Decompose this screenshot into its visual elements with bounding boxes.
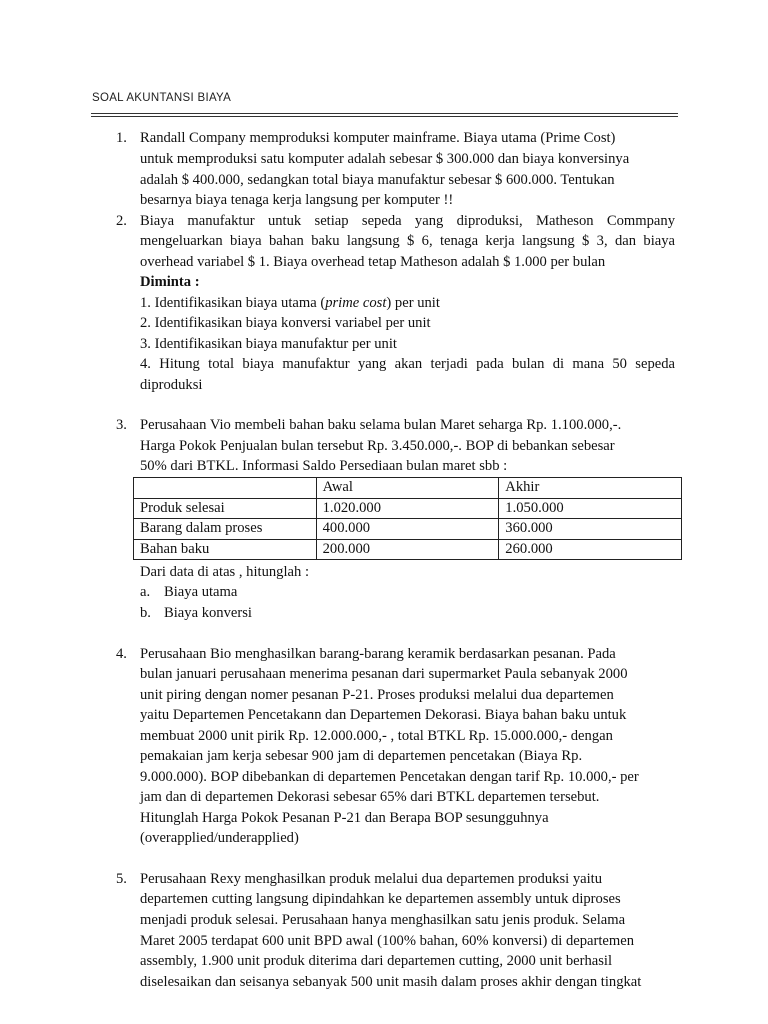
q5-line: assembly, 1.900 unit produk diterima dari departemen cutting, 2000 unit berhasil bbox=[140, 953, 613, 969]
q4-line: jam dan di departemen Dekorasi sebesar 65% dari BTKL departemen tersebut. bbox=[140, 789, 600, 805]
q3-sub-letter: a. bbox=[140, 584, 151, 600]
table-row bbox=[134, 519, 682, 540]
q3-line: Perusahaan Vio membeli bahan baku selama bulan Maret seharga Rp. 1.100.000,-. bbox=[140, 417, 622, 433]
q3-sub-text: Biaya utama bbox=[164, 584, 238, 600]
table-header-cell bbox=[134, 478, 317, 499]
q1-line: adalah $ 400.000, sedangkan total biaya manufaktur sebesar $ 600.000. Tentukan bbox=[140, 172, 615, 188]
q1-line: untuk memproduksi satu komputer adalah sebesar $ 300.000 dan biaya konversinya bbox=[140, 151, 630, 167]
table-cell: 1.020.000 bbox=[316, 498, 499, 519]
q5-line: menjadi produk selesai. Perusahaan hanya menghasilkan satu jenis produk. Selama bbox=[140, 912, 626, 928]
q5-line: departemen cutting langsung dipindahkan ke departemen assembly untuk diproses bbox=[140, 891, 621, 907]
table-header-row bbox=[134, 478, 682, 499]
q4-line: unit piring dengan nomer pesanan P-21. Proses produksi melalui dua departemen bbox=[140, 687, 614, 703]
table-cell: 400.000 bbox=[316, 519, 499, 540]
q2-item-1-pre: 1. Identifikasikan biaya utama ( bbox=[140, 295, 326, 311]
table-header-cell: Awal bbox=[316, 478, 499, 499]
q1-line: Randall Company memproduksi komputer mainframe. Biaya utama (Prime Cost) bbox=[140, 130, 616, 146]
q5-line: diselesaikan dan seisanya sebanyak 500 unit masih dalam proses akhir dengan tingkat bbox=[140, 974, 642, 990]
heading-rule-double bbox=[91, 116, 678, 117]
q2-item-4-cont: diproduksi bbox=[140, 377, 203, 393]
q5-line: Maret 2005 terdapat 600 unit BPD awal (100% bahan, 60% konversi) di departemen bbox=[140, 933, 635, 949]
q3-sub-letter: b. bbox=[140, 605, 151, 621]
q4-line: membuat 2000 unit pirik Rp. 12.000.000,- , total BTKL Rp. 15.000.000,- dengan bbox=[140, 728, 613, 744]
q1-line: besarnya biaya tenaga kerja langsung per komputer !! bbox=[140, 192, 454, 208]
q3-sub-text: Biaya konversi bbox=[164, 605, 252, 621]
q3-after-table: Dari data di atas , hitunglah : bbox=[140, 564, 309, 580]
q2-line: mengeluarkan biaya bahan baku langsung $ 6, tenaga kerja langsung $ 3, dan biaya bbox=[140, 233, 675, 249]
table-row bbox=[134, 498, 682, 519]
q4-line: (overapplied/underapplied) bbox=[140, 830, 299, 846]
heading-rule bbox=[91, 113, 678, 114]
table-cell: Produk selesai bbox=[134, 498, 317, 519]
table-cell: Barang dalam proses bbox=[134, 519, 317, 540]
q4-line: pemakaian jam kerja sebesar 900 jam di departemen pencetakan (Biaya Rp. bbox=[140, 748, 583, 764]
q2-item-1 bbox=[140, 293, 440, 313]
saldo-persediaan-table bbox=[133, 477, 682, 560]
q4-line: Hitunglah Harga Pokok Pesanan P-21 dan Berapa BOP sesungguhnya bbox=[140, 810, 549, 826]
q3-number: 3. bbox=[116, 417, 127, 433]
q2-line: overhead variabel $ 1. Biaya overhead tetap Matheson adalah $ 1.000 per bulan bbox=[140, 254, 606, 270]
q1-number: 1. bbox=[116, 130, 127, 146]
document-heading: SOAL AKUNTANSI BIAYA bbox=[92, 92, 232, 104]
q2-line: Biaya manufaktur untuk setiap sepeda yang diproduksi, Matheson Commpany bbox=[140, 213, 675, 229]
q2-number: 2. bbox=[116, 213, 127, 229]
q2-item-2: 2. Identifikasikan biaya konversi variabel per unit bbox=[140, 315, 431, 331]
table-cell: 360.000 bbox=[499, 519, 682, 540]
q2-item-4: 4. Hitung total biaya manufaktur yang akan terjadi pada bulan di mana 50 sepeda bbox=[140, 356, 675, 372]
table-header-cell: Akhir bbox=[499, 478, 682, 499]
q4-line: 9.000.000). BOP dibebankan di departemen Pencetakan dengan tarif Rp. 10.000,- per bbox=[140, 769, 639, 785]
q4-line: yaitu Departemen Pencetakann dan Departemen Dekorasi. Biaya bahan baku untuk bbox=[140, 707, 627, 723]
q3-line: 50% dari BTKL. Informasi Saldo Persediaan bulan maret sbb : bbox=[140, 458, 508, 474]
q3-line: Harga Pokok Penjualan bulan tersebut Rp. 3.450.000,-. BOP di bebankan sebesar bbox=[140, 438, 615, 454]
q2-item-1-em: prime cost bbox=[325, 295, 387, 311]
table-cell: 1.050.000 bbox=[499, 498, 682, 519]
q4-line: bulan januari perusahaan menerima pesanan dari supermarket Paula sebanyak 2000 bbox=[140, 666, 628, 682]
q5-number: 5. bbox=[116, 871, 127, 887]
table-row bbox=[134, 539, 682, 560]
table-cell: 200.000 bbox=[316, 539, 499, 560]
table-cell: 260.000 bbox=[499, 539, 682, 560]
q2-diminta-label: Diminta : bbox=[140, 274, 200, 290]
table-cell: Bahan baku bbox=[134, 539, 317, 560]
q4-number: 4. bbox=[116, 646, 127, 662]
q2-item-1-post: ) per unit bbox=[386, 295, 440, 311]
q4-line: Perusahaan Bio menghasilkan barang-barang keramik berdasarkan pesanan. Pada bbox=[140, 646, 616, 662]
q2-item-3: 3. Identifikasikan biaya manufaktur per unit bbox=[140, 336, 397, 352]
q5-line: Perusahaan Rexy menghasilkan produk melalui dua departemen produksi yaitu bbox=[140, 871, 603, 887]
